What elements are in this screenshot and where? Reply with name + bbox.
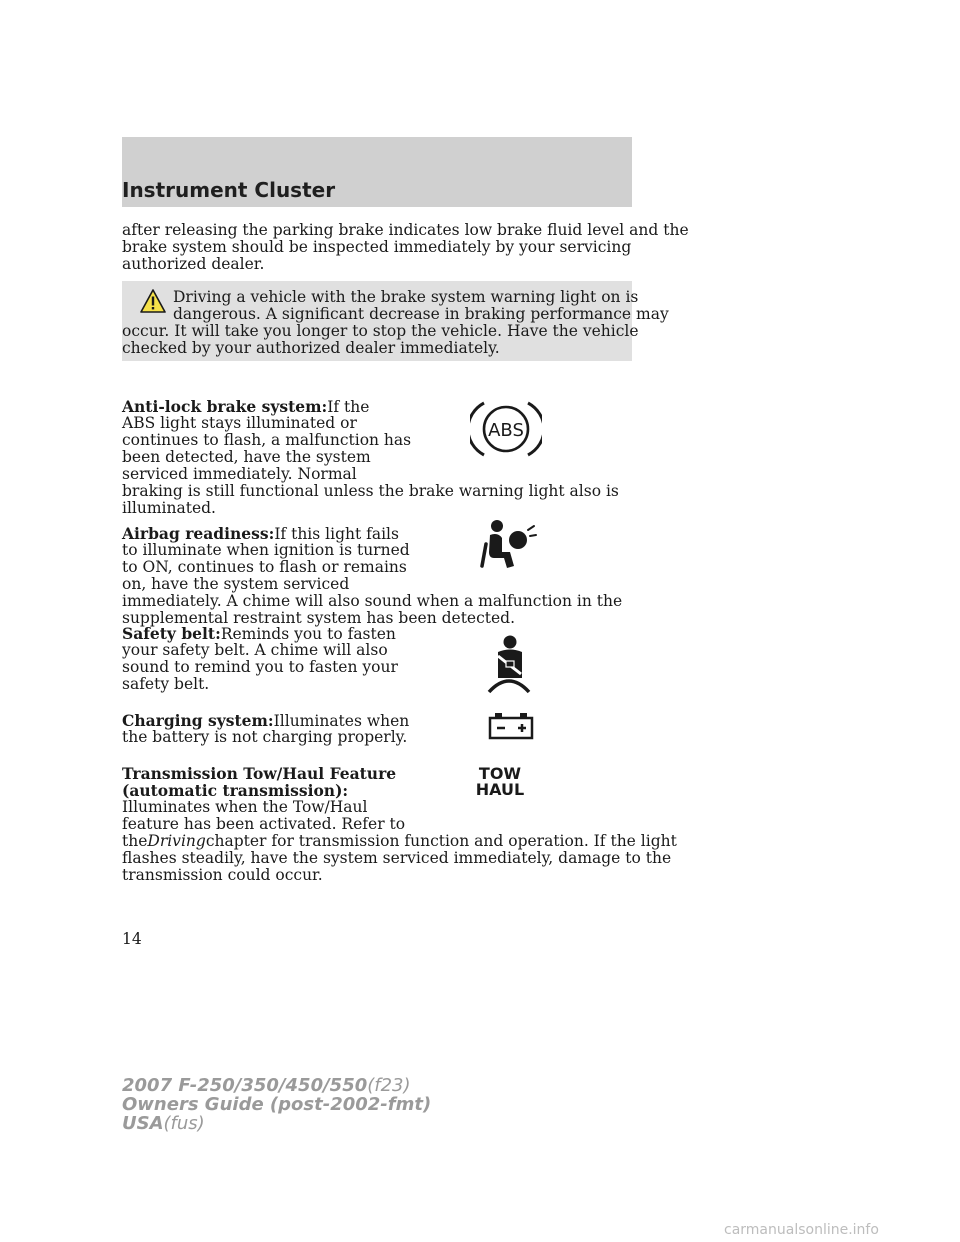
intro-line: after releasing the parking brake indicates low brake fluid level and the — [122, 221, 689, 239]
tow-line: Illuminates when the Tow/Haul — [122, 798, 368, 816]
airbag-line1-rest: If this light fails — [274, 525, 399, 543]
abs-line: continues to flash, a malfunction has — [122, 431, 412, 449]
warning-line: Driving a vehicle with the brake system warning light on is — [173, 288, 639, 306]
tow-line: flashes steadily, have the system serviced immediately, damage to the — [122, 849, 672, 867]
tow-line-post: chapter for transmission function and operation. If the light — [205, 832, 677, 850]
tow-line-pre: the — [122, 832, 148, 850]
abs-icon — [470, 397, 542, 461]
footer-market-code: (fus) — [163, 1113, 205, 1134]
tow-term-2: (automatic transmission): — [122, 781, 349, 800]
abs-line1-rest: If the — [327, 398, 370, 416]
belt-line: safety belt. — [122, 675, 210, 693]
safety-belt-icon — [484, 634, 534, 694]
tow-haul-icon — [462, 766, 538, 798]
abs-icon-label: ABS — [488, 420, 524, 441]
footer-model: 2007 F-250/350/450/550 — [122, 1075, 368, 1096]
watermark: carmanualsonline.info — [724, 1222, 879, 1238]
abs-line: ABS light stays illuminated or — [122, 414, 357, 432]
airbag-icon — [480, 518, 538, 570]
intro-line: brake system should be inspected immediately by your servicing — [122, 238, 632, 256]
abs-line: illuminated. — [122, 499, 216, 517]
tow-line: transmission could occur. — [122, 866, 323, 884]
airbag-line: on, have the system serviced — [122, 575, 350, 593]
charging-line: the battery is not charging properly. — [122, 728, 408, 746]
warning-line: occur. It will take you longer to stop the vehicle. Have the vehicle — [122, 322, 639, 340]
airbag-line: to illuminate when ignition is turned — [122, 541, 410, 559]
airbag-line: supplemental restraint system has been detected. — [122, 609, 516, 627]
belt-line1-rest: Reminds you to fasten — [220, 625, 396, 643]
page-number: 14 — [122, 930, 142, 948]
abs-line: serviced immediately. Normal — [122, 465, 357, 483]
battery-icon — [488, 712, 534, 740]
section-title: Instrument Cluster — [122, 178, 336, 202]
charging-line1-rest: Illuminates when — [273, 712, 410, 730]
footer-guide: Owners Guide (post-2002-fmt) — [122, 1094, 432, 1115]
document-footer — [122, 1076, 431, 1133]
belt-line: your safety belt. A chime will also — [122, 641, 388, 659]
tow-term-1: Transmission Tow/Haul Feature — [122, 764, 397, 783]
abs-term: Anti-lock brake system: — [122, 397, 328, 416]
haul-icon-text: HAUL — [475, 780, 525, 799]
warning-line: dangerous. A significant decrease in braking performance may — [173, 305, 669, 323]
footer-model-code: (f23) — [367, 1075, 411, 1096]
airbag-line: immediately. A chime will also sound when a malfunction in the — [122, 592, 623, 610]
belt-term: Safety belt: — [122, 624, 221, 643]
abs-line: been detected, have the system — [122, 448, 371, 466]
warning-line: checked by your authorized dealer immediately. — [122, 339, 500, 357]
airbag-term: Airbag readiness: — [122, 524, 275, 543]
abs-line: braking is still functional unless the brake warning light also is — [122, 482, 619, 500]
tow-line: feature has been activated. Refer to — [122, 815, 406, 833]
intro-line: authorized dealer. — [122, 255, 265, 273]
airbag-line: to ON, continues to flash or remains — [122, 558, 407, 576]
driving-chapter-ref: Driving — [147, 832, 206, 850]
tow-driving-line — [122, 833, 677, 850]
footer-market: USA — [122, 1113, 164, 1134]
tow-icon-text: TOW — [478, 764, 522, 783]
warning-triangle-icon — [140, 289, 166, 313]
belt-line: sound to remind you to fasten your — [122, 658, 398, 676]
charging-term: Charging system: — [122, 711, 274, 730]
